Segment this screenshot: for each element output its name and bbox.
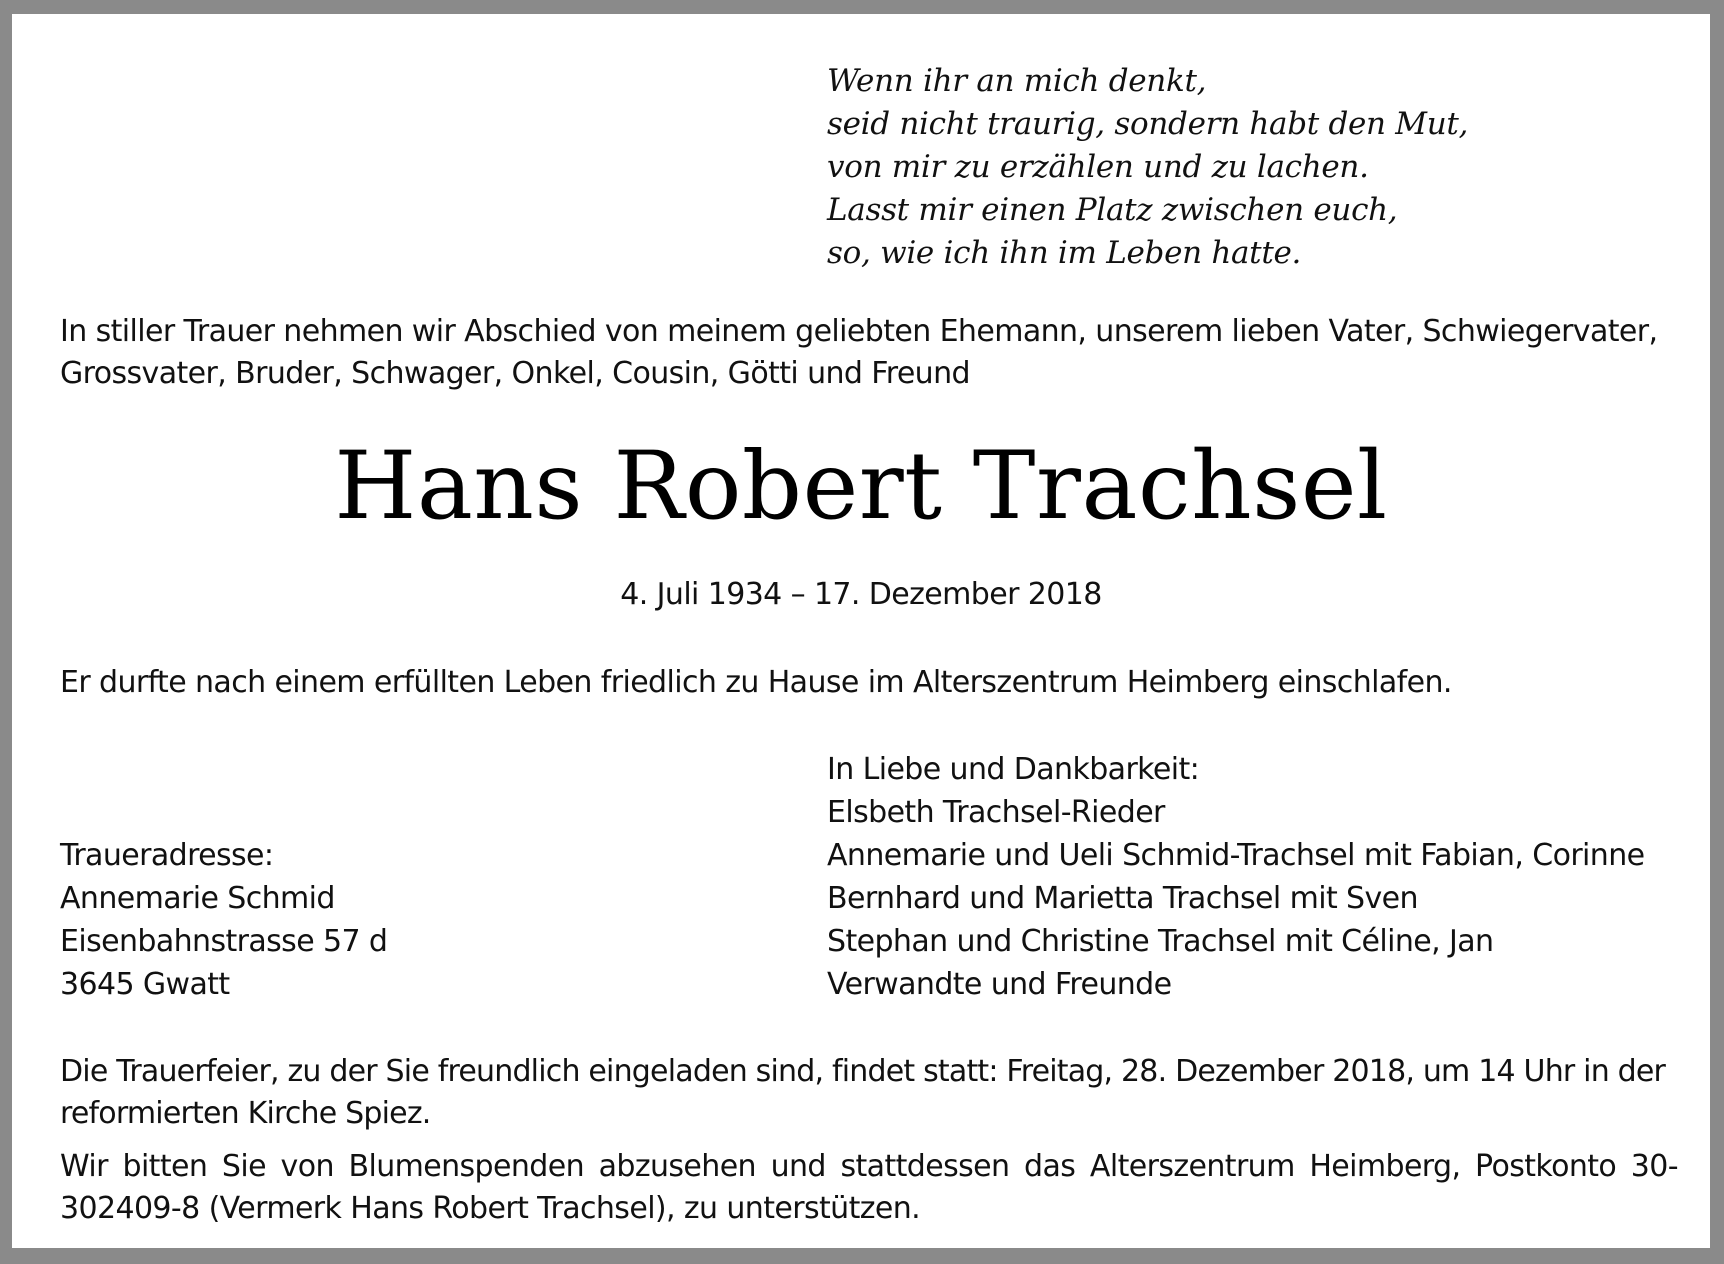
family-member: Bernhard und Marietta Trachsel mit Sven <box>827 881 1418 916</box>
family-member: Annemarie und Ueli Schmid-Trachsel mit Fabian, Corinne <box>827 838 1645 873</box>
donation-request-text: Wir bitten Sie von Blumenspenden abzusehen und stattdessen das Alterszentrum Heimberg, Postkonto 30-302409-8 (Vermerk Hans Robert Trachsel), zu unterstützen. <box>60 1149 1678 1226</box>
mourning-address <box>60 834 387 1006</box>
family-member: Stephan und Christine Trachsel mit Céline, Jan <box>827 924 1494 959</box>
obituary-notice <box>12 14 1710 1248</box>
family-heading: In Liebe und Dankbarkeit: <box>827 752 1200 787</box>
address-line: 3645 Gwatt <box>60 967 230 1002</box>
family-member: Elsbeth Trachsel-Rieder <box>827 795 1165 830</box>
passing-note: Er durfte nach einem erfüllten Leben friedlich zu Hause im Alterszentrum Heimberg einschlafen. <box>60 665 1452 700</box>
intro-text: In stiller Trauer nehmen wir Abschied von meinem geliebten Ehemann, unserem lieben Vater, Schwiegervater, Grossvater, Bruder, Schwager, Onkel, Cousin, Götti und Freund <box>60 314 1658 391</box>
poem-line: Wenn ihr an mich denkt, <box>827 63 1207 99</box>
poem-line: seid nicht traurig, sondern habt den Mut, <box>827 106 1469 142</box>
poem-line: von mir zu erzählen und zu lachen. <box>827 149 1369 185</box>
address-line: Annemarie Schmid <box>60 881 335 916</box>
family-member: Verwandte und Freunde <box>827 967 1172 1002</box>
address-heading: Traueradresse: <box>60 838 274 873</box>
life-dates: 4. Juli 1934 – 17. Dezember 2018 <box>620 577 1102 612</box>
family-list <box>827 748 1644 1006</box>
memorial-poem <box>827 60 1468 275</box>
poem-line: Lasst mir einen Platz zwischen euch, <box>827 192 1398 228</box>
funeral-service-text: Die Trauerfeier, zu der Sie freundlich eingeladen sind, findet statt: Freitag, 28. Dezember 2018, um 14 Uhr in der reformierten Kirche Spiez. <box>60 1054 1666 1131</box>
poem-line: so, wie ich ihn im Leben hatte. <box>827 235 1302 271</box>
address-line: Eisenbahnstrasse 57 d <box>60 924 388 959</box>
deceased-name: Hans Robert Trachsel <box>334 432 1388 541</box>
